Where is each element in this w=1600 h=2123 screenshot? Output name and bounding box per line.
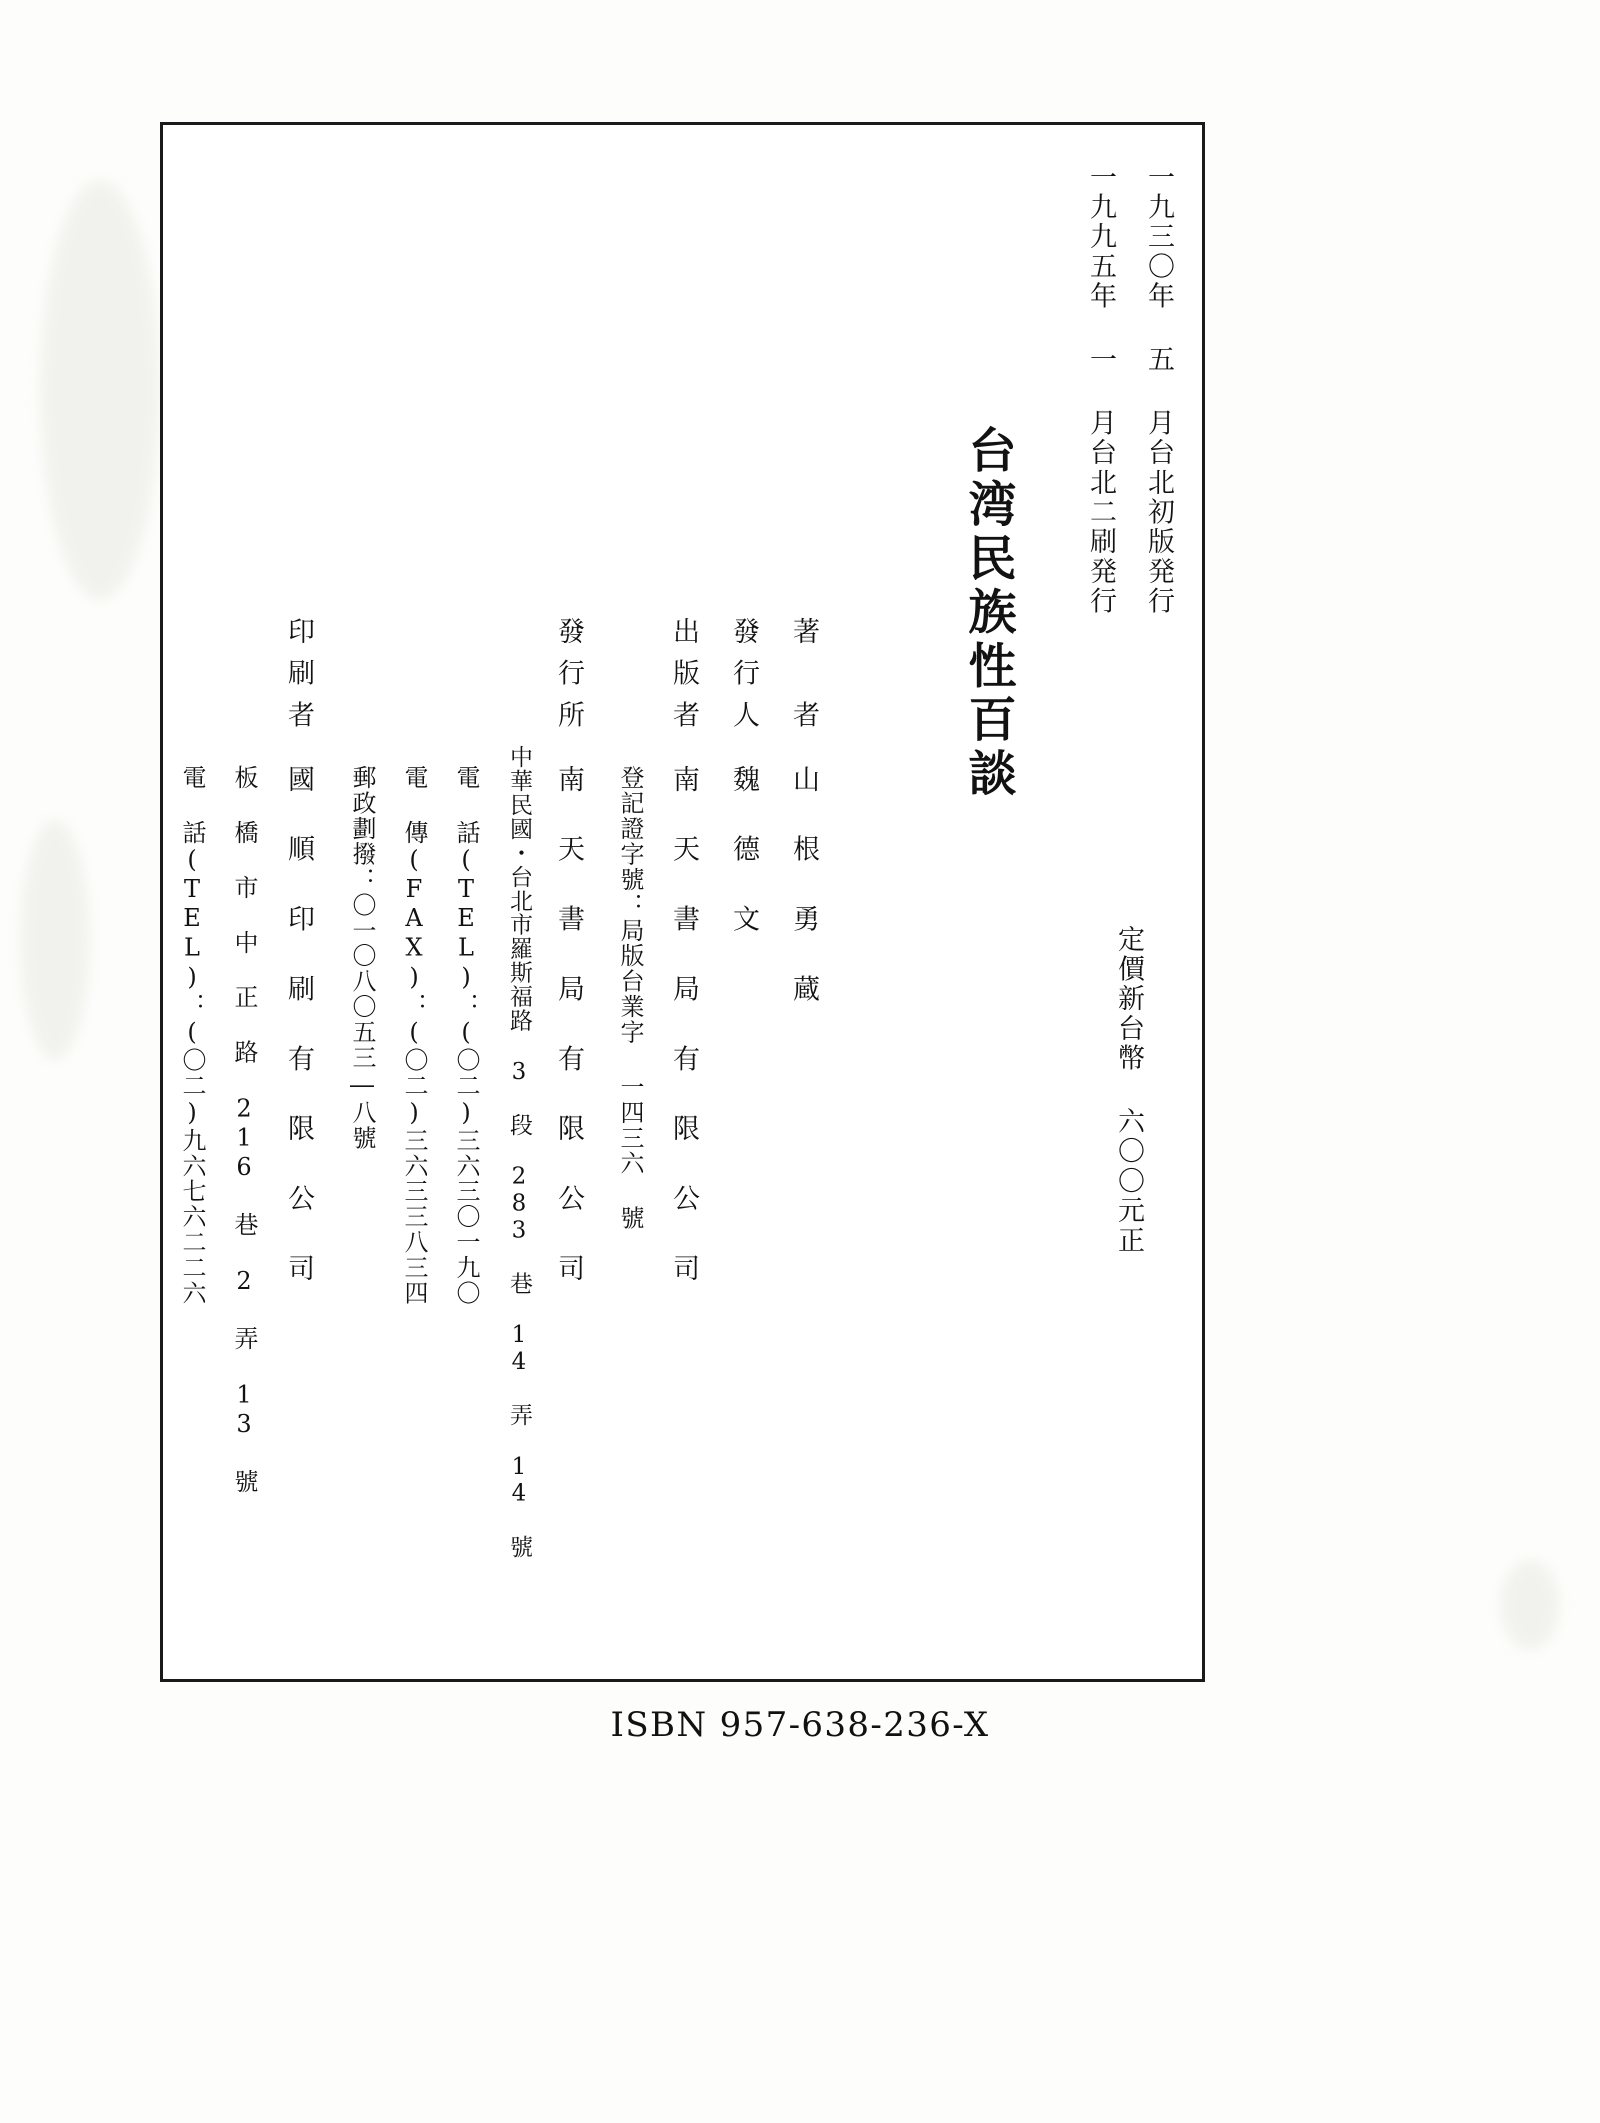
credit-label-press: 出版者: [668, 617, 699, 743]
credit-printer-phone: 電 話(TEL)：(〇二)九六七六二二六: [178, 765, 206, 1306]
print-history-line-1: 一九三〇年 五 月台北初版発行: [1143, 163, 1174, 617]
isbn-text: ISBN 957-638-236-X: [610, 1705, 990, 1745]
credit-value-distributor: 南 天 書 局 有 限 公 司: [553, 765, 584, 1288]
scan-smudge: [1500, 1560, 1560, 1650]
credit-value-author: 山 根 勇 蔵: [788, 765, 819, 1008]
credit-distributor-postal-account: 郵政劃撥：〇一〇八〇五三―八號: [348, 765, 376, 1151]
print-history-line-2: 一九九五年 一 月台北二刷発行: [1085, 163, 1116, 617]
credit-press-registration: 登記證字號：局版台業字 一四三六 號: [616, 765, 644, 1231]
credit-label-printer: 印刷者: [283, 617, 314, 743]
scan-smudge: [20, 820, 90, 1060]
page-title: 台湾民族性百談: [960, 425, 1016, 802]
price-text: 定價新台幣 六〇〇元正: [1113, 925, 1144, 1256]
credit-printer-address: 板 橋 市 中 正 路 216 巷 2 弄 13 號: [230, 765, 258, 1495]
credit-label-distributor: 發行所: [553, 617, 584, 743]
credit-label-publisher: 發行人: [728, 617, 759, 743]
credit-distributor-phone: 電 話(TEL)：(〇二)三六三〇一九〇: [452, 765, 480, 1306]
credit-distributor-fax: 電 傳(FAX)：(〇二)三六三三八三四: [400, 765, 428, 1306]
scan-smudge: [40, 180, 160, 600]
colophon-frame: [160, 122, 1205, 1682]
credit-label-author: 著 者: [788, 617, 819, 743]
credit-distributor-address: 中華民國・台北市羅斯福路 3 段 283 巷 14 弄 14 號: [506, 745, 532, 1559]
credit-value-publisher: 魏 德 文: [728, 765, 759, 938]
credit-value-press: 南 天 書 局 有 限 公 司: [668, 765, 699, 1288]
credit-value-printer: 國 順 印 刷 有 限 公 司: [283, 765, 314, 1288]
